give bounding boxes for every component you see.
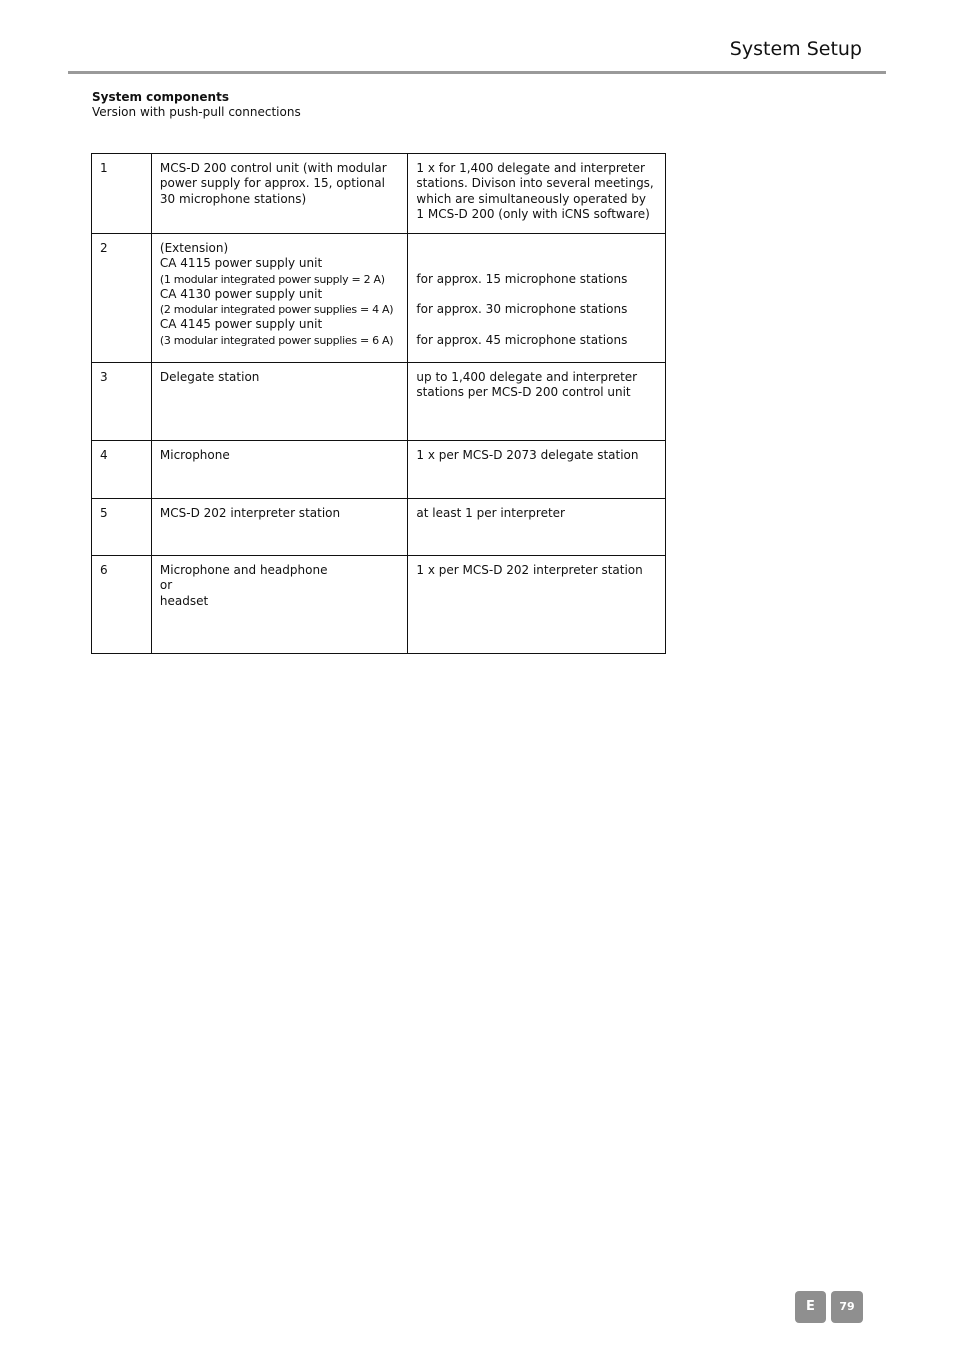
- description-line: Delegate station: [159, 370, 260, 384]
- component-note: [408, 441, 666, 499]
- note-line: at least 1 per interpreter: [416, 506, 565, 520]
- note-line: 1 MCS-D 200 (only with iCNS software): [416, 206, 650, 221]
- component-description: [151, 441, 408, 499]
- description-line: or: [159, 578, 173, 593]
- note-line: up to 1,400 delegate and interpreter: [416, 370, 638, 384]
- component-note: [408, 234, 666, 363]
- section-subheading: Version with push-pull connections: [92, 105, 301, 119]
- component-description: [151, 499, 408, 556]
- description-line: CA 4115 power supply unit: [159, 256, 323, 271]
- note-line: which are simultaneously operated by: [416, 191, 646, 206]
- description-line: headset: [159, 593, 209, 608]
- description-line: (3 modular integrated power supplies = 6 A): [159, 333, 394, 347]
- component-note: [408, 154, 666, 234]
- table-row: [92, 441, 666, 499]
- description-line: 30 microphone stations): [159, 191, 307, 206]
- component-note: [408, 363, 666, 441]
- description-line: (1 modular integrated power supply = 2 A): [159, 272, 385, 286]
- note-line: 1 x per MCS-D 2073 delegate station: [416, 448, 639, 462]
- description-line: MCS-D 200 control unit (with modular: [159, 161, 387, 175]
- note-line: 1 x per MCS-D 202 interpreter station: [416, 563, 643, 577]
- description-line: Microphone and headphone: [159, 563, 328, 577]
- row-number: 2: [92, 234, 152, 363]
- description-line: CA 4145 power supply unit: [159, 317, 323, 332]
- row-number: 3: [92, 363, 152, 441]
- description-line: (2 modular integrated power supplies = 4 A): [159, 303, 394, 317]
- component-description: [151, 556, 408, 654]
- row-number: 1: [92, 154, 152, 234]
- note-line: for approx. 15 microphone stations: [416, 271, 628, 286]
- description-line: (Extension): [159, 241, 229, 255]
- note-line: for approx. 45 microphone stations: [416, 332, 628, 347]
- note-line: 1 x for 1,400 delegate and interpreter: [416, 161, 645, 175]
- component-description: [151, 154, 408, 234]
- note-line: stations. Divison into several meetings,: [416, 176, 654, 191]
- table-row: [92, 154, 666, 234]
- header-divider: [68, 71, 886, 74]
- description-line: CA 4130 power supply unit: [159, 286, 323, 301]
- description-line: power supply for approx. 15, optional: [159, 176, 385, 191]
- table-row: [92, 556, 666, 654]
- row-number: 4: [92, 441, 152, 499]
- row-number: 6: [92, 556, 152, 654]
- table-row: [92, 363, 666, 441]
- component-description: [151, 363, 408, 441]
- language-badge: E: [795, 1291, 826, 1323]
- note-line: stations per MCS-D 200 control unit: [416, 385, 631, 400]
- page-header-title: System Setup: [729, 38, 862, 60]
- page-number-badge: 79: [831, 1291, 863, 1323]
- section-heading: System components: [92, 90, 229, 104]
- table-row: [92, 499, 666, 556]
- component-note: [408, 499, 666, 556]
- table-row: [92, 234, 666, 363]
- note-line: for approx. 30 microphone stations: [416, 302, 628, 317]
- component-description: [151, 234, 408, 363]
- row-number: 5: [92, 499, 152, 556]
- component-note: [408, 556, 666, 654]
- components-table: [91, 153, 666, 654]
- description-line: MCS-D 202 interpreter station: [159, 506, 341, 520]
- description-line: Microphone: [159, 448, 230, 462]
